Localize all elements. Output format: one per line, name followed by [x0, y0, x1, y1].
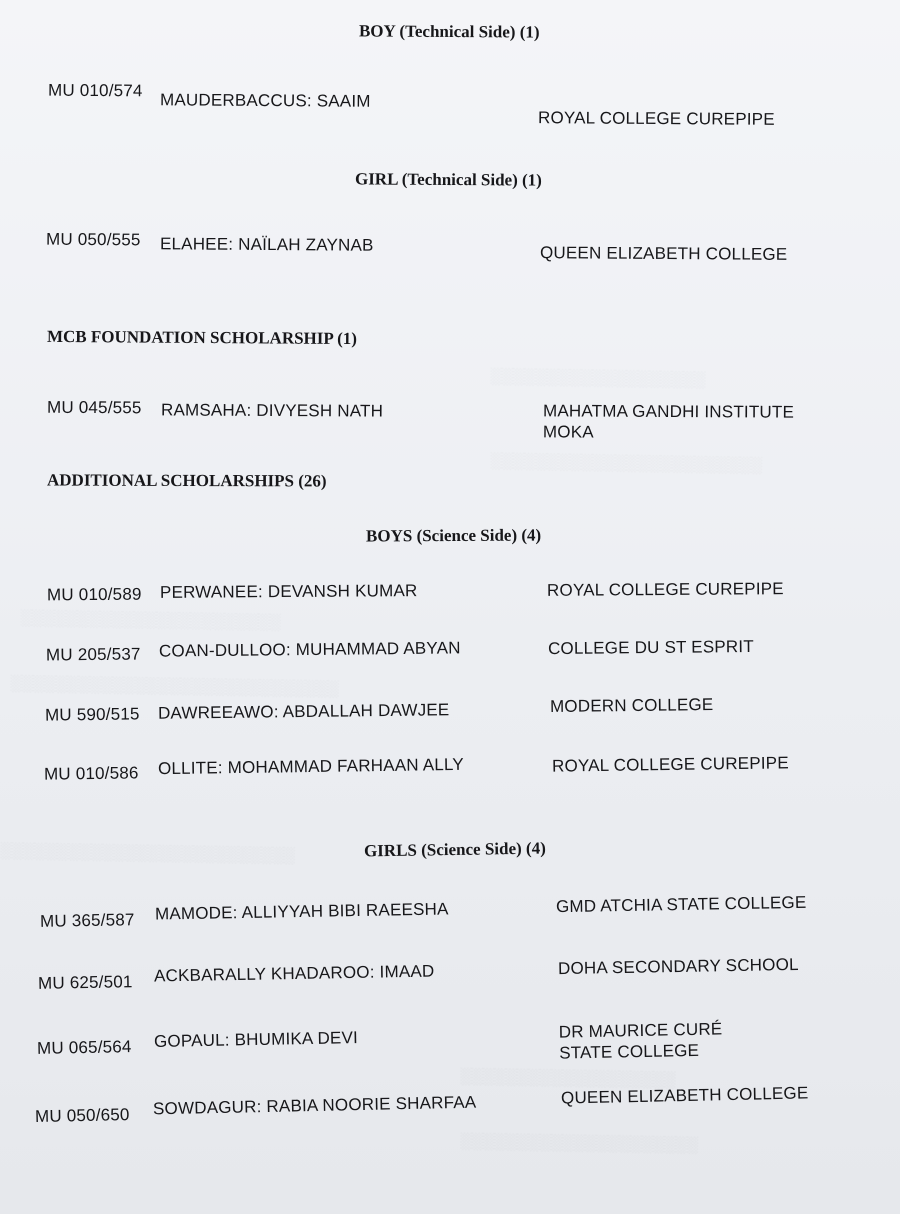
section-heading: MCB FOUNDATION SCHOLARSHIP (1) — [46, 326, 358, 349]
school-name: MODERN COLLEGE — [549, 695, 714, 716]
candidate-code: MU 010/586 — [43, 763, 139, 784]
candidate-code: MU 010/589 — [46, 584, 142, 605]
school-name: MAHATMA GANDHI INSTITUTE MOKA — [542, 401, 795, 442]
candidate-code: MU 045/555 — [46, 397, 142, 418]
student-name: PERWANEE: DEVANSH KUMAR — [159, 581, 418, 602]
student-name: OLLITE: MOHAMMAD FARHAAN ALLY — [157, 754, 465, 779]
school-name: DR MAURICE CURÉ STATE COLLEGE — [558, 1019, 723, 1063]
student-name: ACKBARALLY KHADAROO: IMAAD — [153, 961, 435, 986]
bleed-through-text: ░░░░░░░░░░░░░░░░░░░░░ — [459, 1132, 699, 1155]
student-name: SOWDAGUR: RABIA NOORIE SHARFAA — [152, 1092, 477, 1119]
candidate-code: MU 590/515 — [44, 704, 140, 725]
school-name: QUEEN ELIZABETH COLLEGE — [560, 1083, 809, 1108]
student-name: MAMODE: ALLIYYAH BIBI RAEESHA — [154, 899, 449, 924]
student-name: DAWREEAWO: ABDALLAH DAWJEE — [157, 700, 450, 723]
candidate-code: MU 205/537 — [45, 644, 141, 665]
bleed-through-text: ░░░░░░░░░░░░░░░░░░░ — [459, 1068, 676, 1089]
bleed-through-text: ░░░░░░░░░░░░░░░░░░░░░░░░░░░░░ — [9, 675, 339, 698]
student-name: MAUDERBACCUS: SAAIM — [159, 90, 371, 111]
bleed-through-text: ░░░░░░░░░░░░░░░░░░░ — [489, 368, 706, 389]
candidate-code: MU 065/564 — [36, 1037, 132, 1058]
bleed-through-text: ░░░░░░░░░░░░░░░░░░░░░░░░ — [489, 452, 763, 475]
school-name: COLLEGE DU ST ESPRIT — [547, 636, 754, 659]
section-heading: GIRL (Technical Side) (1) — [354, 169, 542, 190]
candidate-code: MU 625/501 — [37, 972, 133, 993]
bleed-through-text: ░░░░░░░░░░░░░░░░░░░░░░░ — [19, 609, 281, 632]
school-name: ROYAL COLLEGE CUREPIPE — [546, 579, 784, 600]
section-heading: GIRLS (Science Side) (4) — [363, 838, 546, 861]
student-name: ELAHEE: NAÏLAH ZAYNAB — [159, 234, 374, 255]
section-heading: ADDITIONAL SCHOLARSHIPS (26) — [46, 470, 327, 491]
section-heading: BOYS (Science Side) (4) — [365, 525, 542, 546]
school-name: QUEEN ELIZABETH COLLEGE — [539, 243, 788, 264]
candidate-code: MU 365/587 — [39, 910, 135, 931]
student-name: GOPAUL: BHUMIKA DEVI — [153, 1028, 359, 1051]
candidate-code: MU 010/574 — [47, 80, 143, 101]
school-name: ROYAL COLLEGE CUREPIPE — [537, 108, 775, 129]
student-name: COAN-DULLOO: MUHAMMAD ABYAN — [158, 638, 461, 661]
bleed-through-text: ░░░░░░░░░░░░░░░░░░░░░░░░░░ — [0, 842, 295, 865]
candidate-code: MU 050/555 — [45, 229, 141, 250]
candidate-code: MU 050/650 — [34, 1105, 130, 1126]
school-name: ROYAL COLLEGE CUREPIPE — [551, 753, 789, 776]
school-name: GMD ATCHIA STATE COLLEGE — [555, 892, 807, 917]
school-name: DOHA SECONDARY SCHOOL — [557, 954, 799, 979]
section-heading: BOY (Technical Side) (1) — [358, 21, 540, 42]
student-name: RAMSAHA: DIVYESH NATH — [160, 400, 384, 421]
